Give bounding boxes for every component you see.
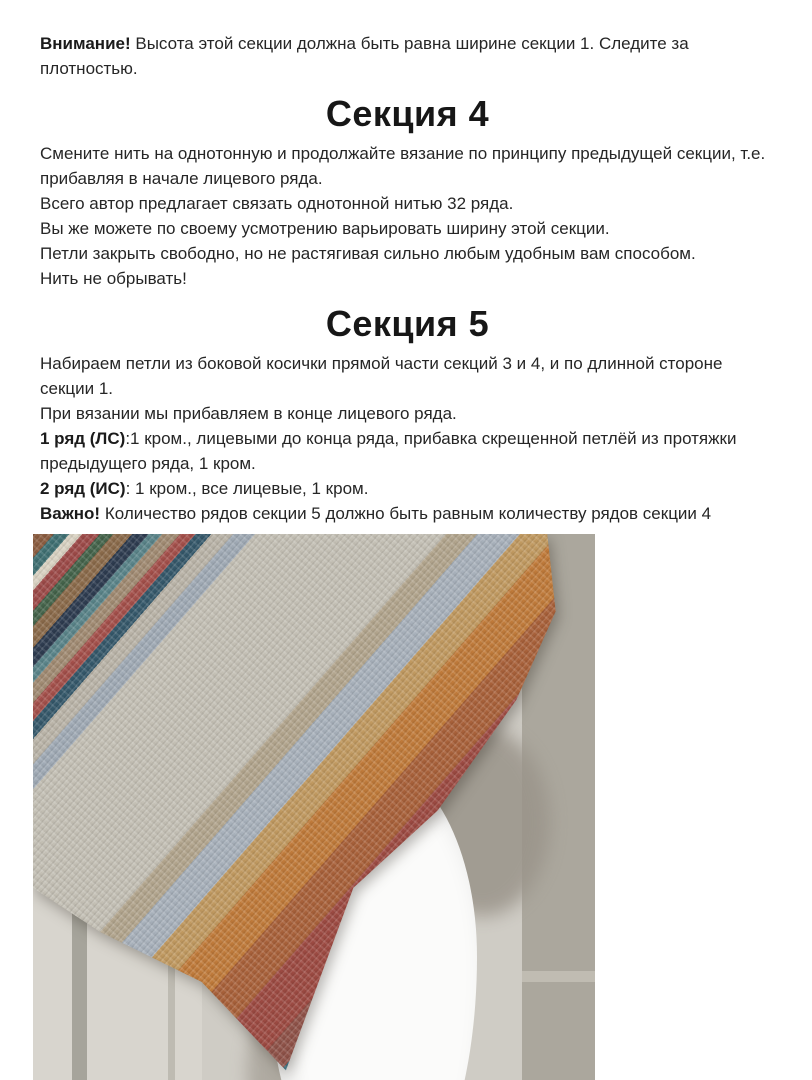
important-text: Количество рядов секции 5 должно быть равным количеству рядов секции 4	[100, 504, 712, 523]
instruction-line: Всего автор предлагает связать однотонной нитью 32 ряда.	[40, 194, 514, 213]
shawl-wrapper	[33, 534, 595, 1080]
knitted-shawl	[33, 534, 595, 1080]
row1-instruction	[40, 426, 775, 476]
important-note	[40, 501, 775, 526]
row1-text: :1 кром., лицевыми до конца ряда, прибавка скрещенной петлёй из протяжки предыдущего ряда, 1 кром.	[40, 429, 737, 473]
warning-text: Высота этой секции должна быть равна ширине секции 1. Следите за плотностью.	[40, 34, 689, 78]
warning-label: Внимание!	[40, 34, 131, 53]
instruction-line: Набираем петли из боковой косички прямой части секций 3 и 4, и по длинной стороне секции 1.	[40, 354, 723, 398]
row1-label: 1 ряд (ЛС)	[40, 429, 126, 448]
instruction-line: Петли закрыть свободно, но не растягивая сильно любым удобным вам способом.	[40, 244, 696, 263]
row2-instruction	[40, 476, 775, 501]
row2-text: : 1 кром., все лицевые, 1 кром.	[125, 479, 369, 498]
section4-instructions	[40, 141, 775, 291]
row2-label: 2 ряд (ИС)	[40, 479, 126, 498]
section5-instructions	[40, 351, 775, 526]
instruction-line: Вы же можете по своему усмотрению варьировать ширину этой секции.	[40, 219, 610, 238]
instruction-line: Смените нить на однотонную и продолжайте вязание по принципу предыдущей секции, т.е. прибавляя в начале лицевого ряда.	[40, 144, 766, 188]
intro-paragraph	[40, 31, 775, 81]
instruction-line: При вязании мы прибавляем в конце лицевого ряда.	[40, 404, 457, 423]
knit-texture-overlay	[33, 534, 595, 1080]
section5-title: Секция 5	[325, 303, 490, 344]
instruction-line: Нить не обрывать!	[40, 269, 187, 288]
section4-title: Секция 4	[325, 93, 490, 134]
shawl-photo	[33, 534, 595, 1080]
important-label: Важно!	[40, 504, 101, 523]
